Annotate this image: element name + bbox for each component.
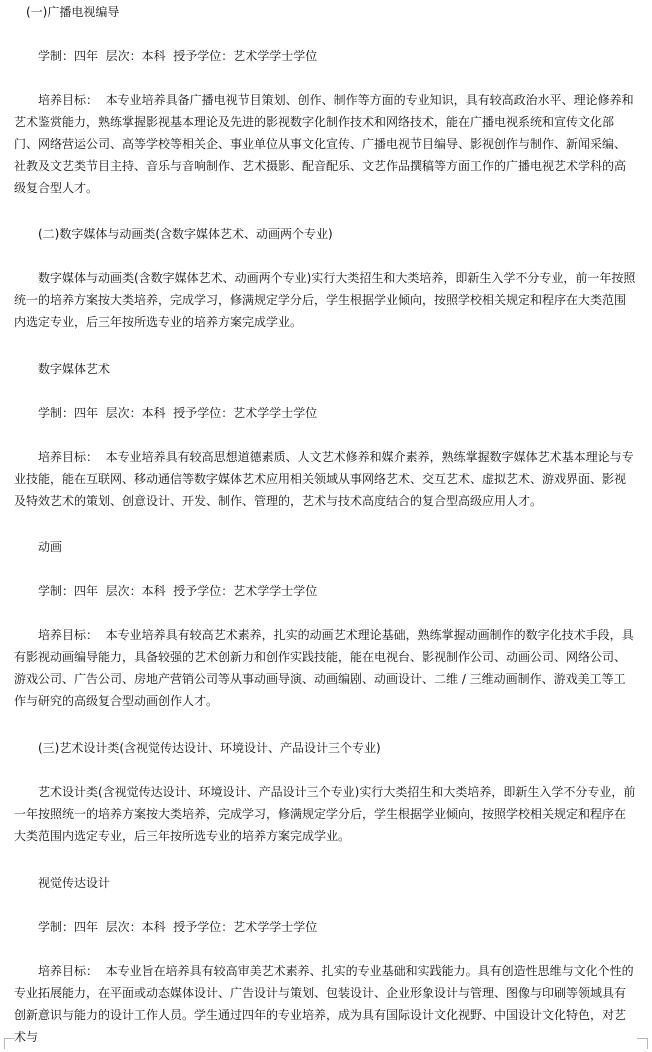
program-info: 学制：四年 层次：本科 授予学位：艺术学学士学位	[38, 49, 318, 63]
major-heading-animation: 动画	[38, 540, 63, 554]
program-goal-paragraph: 培养目标： 本专业培养具有较高思想道德素质、人文艺术修养和媒介素养，熟练掌握数字媒体艺术基本理论与专业技能，能在互联网、移动通信等数字媒体艺术应用相关领域从事网络艺术、交互艺术、虚拟艺术、游戏界面、影视及特效艺术的策划、创意设计、开发、制作、管理的，艺术与技术高度结合的复合型高级应用人才。	[14, 450, 634, 508]
section-heading-broadcast-directing: (一)广播电视编导	[26, 5, 120, 19]
page-corner-mark-right	[637, 1038, 648, 1049]
program-info: 学制：四年 层次：本科 授予学位：艺术学学士学位	[38, 406, 318, 420]
program-info: 学制：四年 层次：本科 授予学位：艺术学学士学位	[38, 584, 318, 598]
program-goal-paragraph: 培养目标： 本专业旨在培养具有较高审美艺术素养、扎实的专业基础和实践能力。具有创造性思维与文化个性的专业拓展能力，在平面或动态媒体设计、广告设计与策划、包装设计、企业形象设计与管理、图像与印刷等领域具有创新意识与能力的设计工作人员。学生通过四年的专业培养，成为具有国际设计文化视野、中国设计文化特色，对艺术与	[14, 964, 634, 1044]
section-heading-art-design: (三)艺术设计类(含视觉传达设计、环境设计、产品设计三个专业)	[38, 741, 381, 755]
program-goal-paragraph: 培养目标： 本专业培养具有较高艺术素养，扎实的动画艺术理论基础，熟练掌握动画制作的数字化技术手段，具有影视动画编导能力，具备较强的艺术创新力和创作实践技能，能在电视台、影视制作公司、动画公司、网络公司、游戏公司、广告公司、房地产营销公司等从事动画导演、动画编剧、动画设计、二维 / 三维动画制作、游戏美工等工作与研究的高级复合型动画创作人才。	[14, 628, 634, 708]
category-intro-paragraph: 艺术设计类(含视觉传达设计、环境设计、产品设计三个专业)实行大类招生和大类培养，即新生入学不分专业，前一年按照统一的培养方案按大类培养，完成学习，修满规定学分后，学生根据学业倾向，按照学校相关规定和程序在大类范围内选定专业，后三年按所选专业的培养方案完成学业。	[14, 785, 636, 843]
category-intro-paragraph: 数字媒体与动画类(含数字媒体艺术、动画两个专业)实行大类招生和大类培养，即新生入学不分专业，前一年按照统一的培养方案按大类培养，完成学习，修满规定学分后，学生根据学业倾向，按照学校相关规定和程序在大类范围内选定专业，后三年按所选专业的培养方案完成学业。	[14, 271, 636, 329]
page-corner-mark-left	[4, 1038, 15, 1049]
major-heading-visual-communication-design: 视觉传达设计	[38, 876, 111, 890]
program-info: 学制：四年 层次：本科 授予学位：艺术学学士学位	[38, 920, 318, 934]
section-heading-digital-media-animation: (二)数字媒体与动画类(含数字媒体艺术、动画两个专业)	[38, 227, 333, 241]
program-goal-paragraph: 培养目标： 本专业培养具备广播电视节目策划、创作、制作等方面的专业知识，具有较高政治水平、理论修养和艺术鉴赏能力，熟练掌握影视基本理论及先进的影视数字化制作技术和网络技术，能在广播电视系统和宣传文化部门、网络营运公司、高等学校等相关企、事业单位从事文化宣传、广播电视节目编导、影视创作与制作、新闻采编、社教及文艺类节目主持、音乐与音响制作、艺术摄影、配音配乐、文艺作品撰稿等方面工作的广播电视艺术学科的高级复合型人才。	[14, 93, 634, 195]
major-heading-digital-media-art: 数字媒体艺术	[38, 362, 111, 376]
